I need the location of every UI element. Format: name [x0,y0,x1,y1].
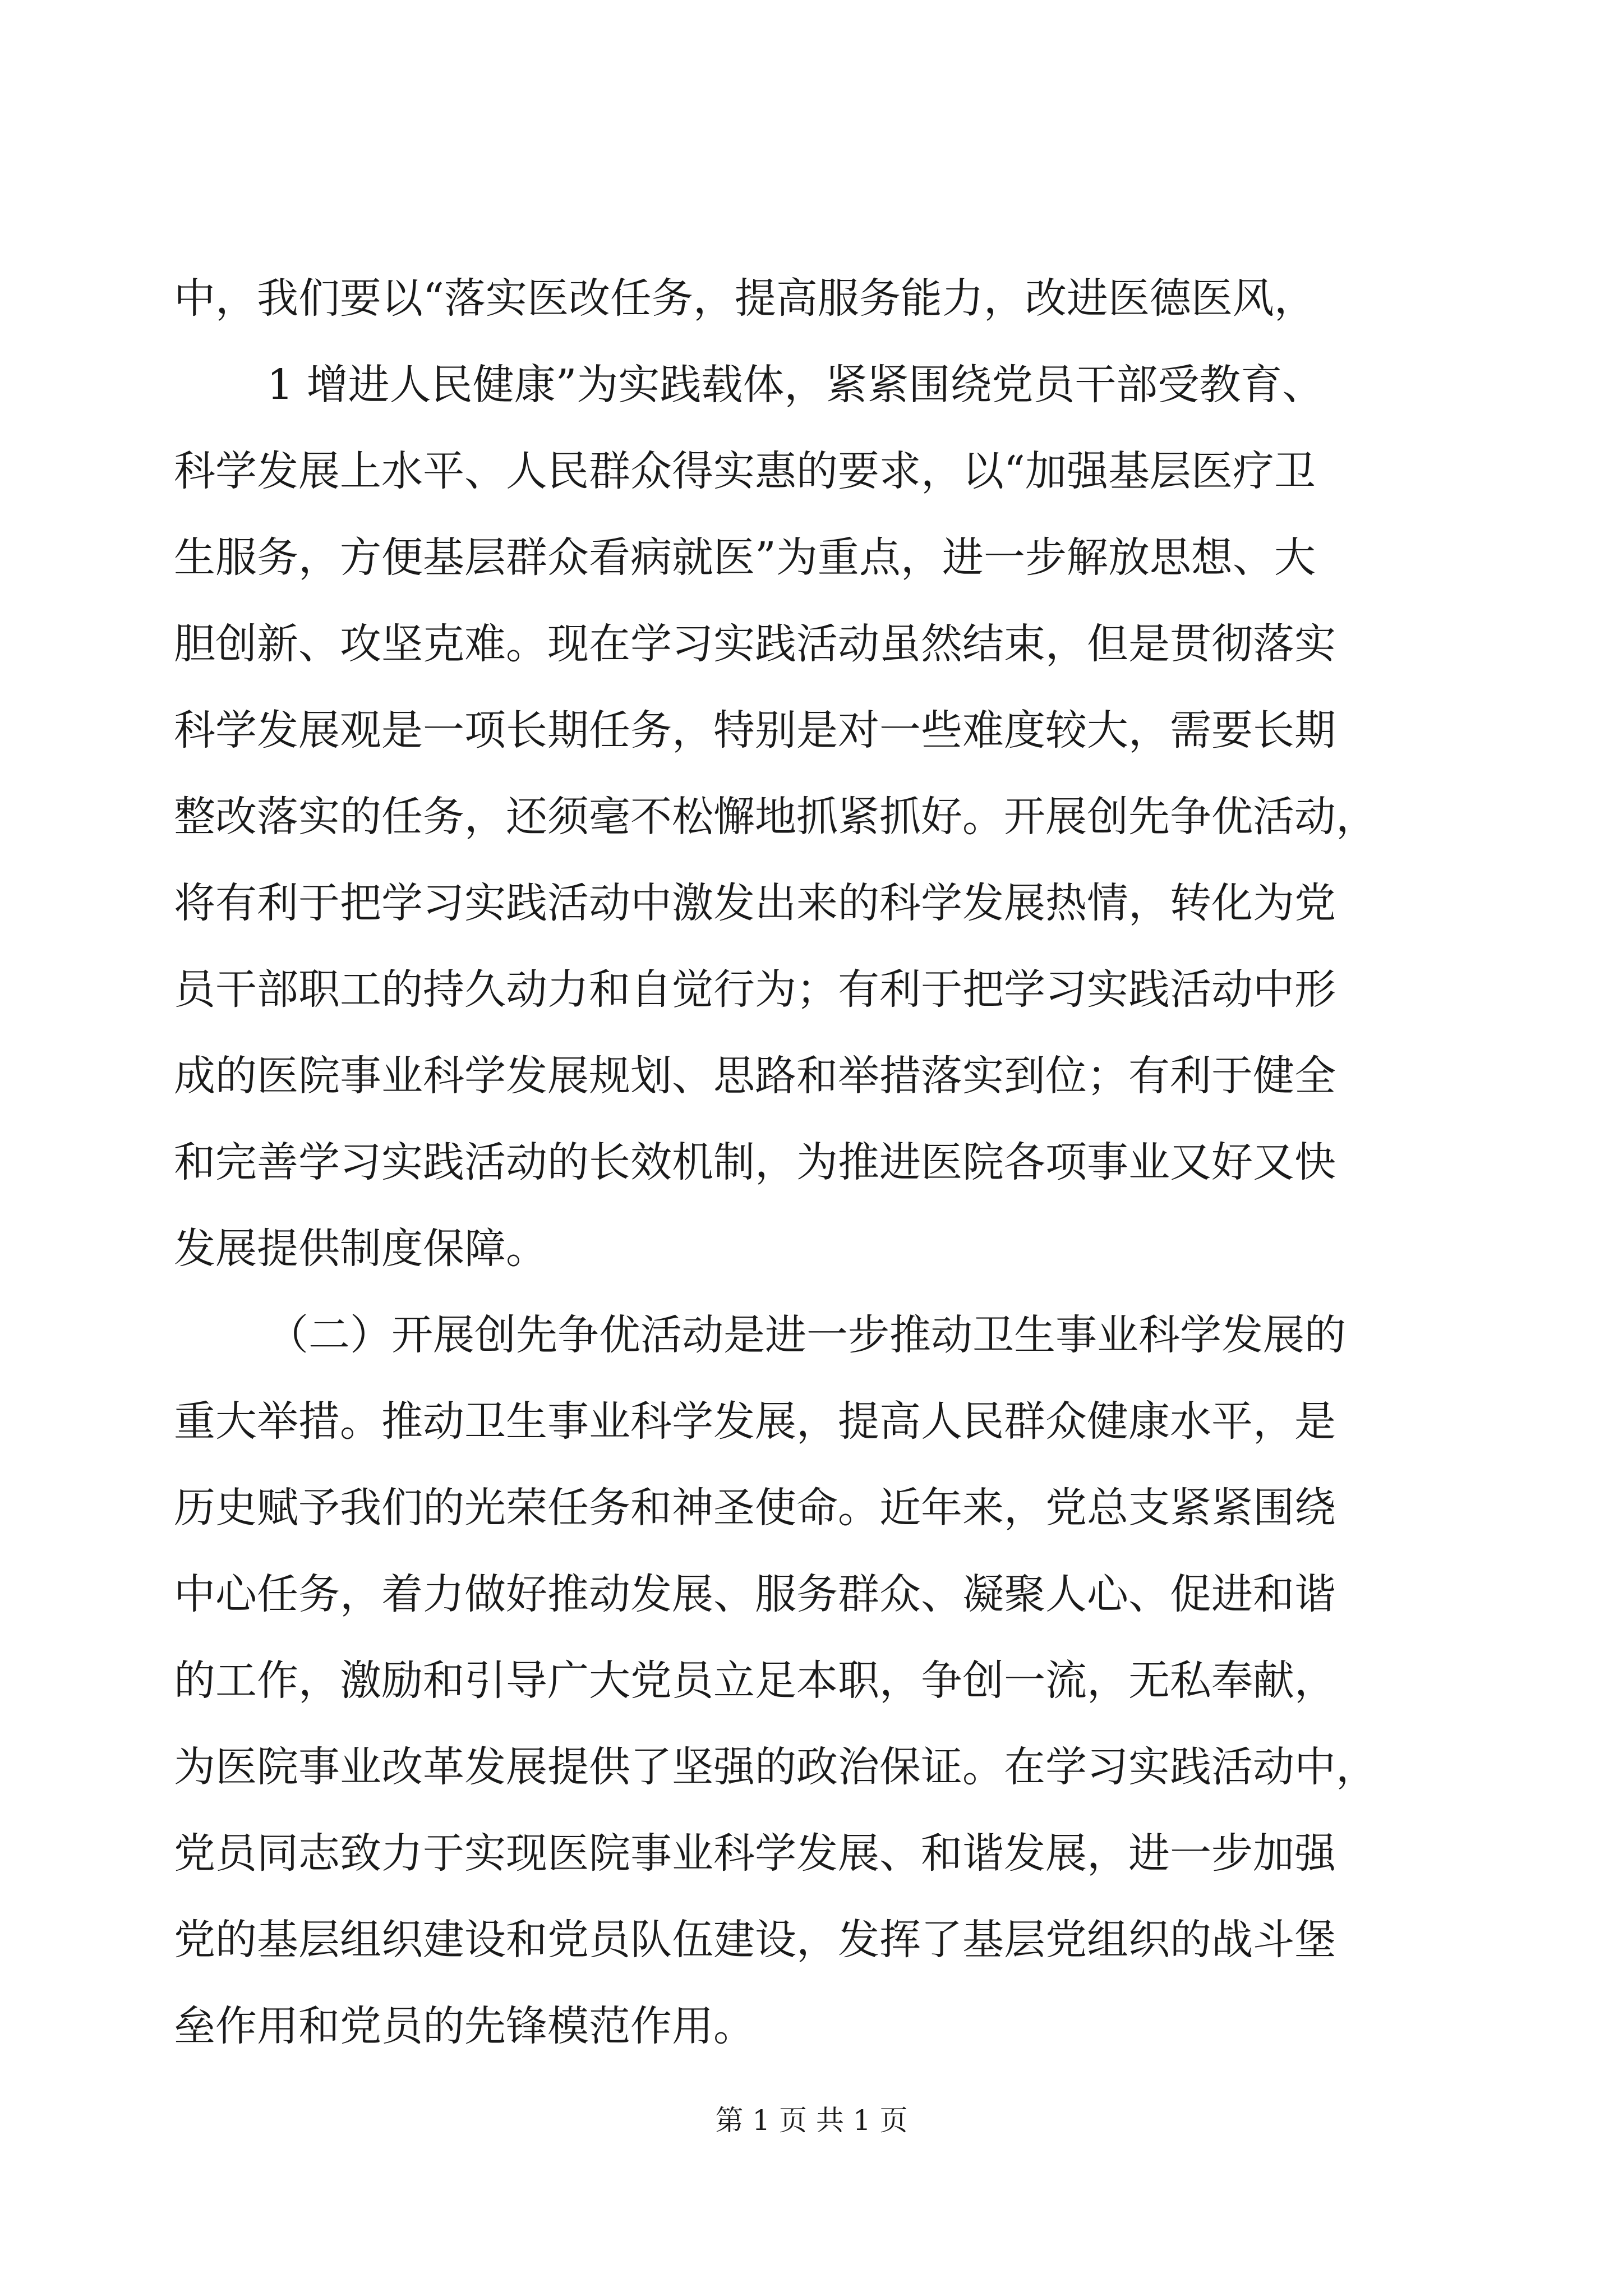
text-line: 和完善学习实践活动的长效机制，为推进医院各项事业又好又快 [174,1138,1336,1186]
document-body [174,255,1453,2069]
text-line: 科学发展上水平、人民群众得实惠的要求，以“加强基层医疗卫 [174,447,1316,495]
text-line: 为医院事业改革发展提供了坚强的政治保证。在学习实践活动中， [174,1743,1377,1791]
text-line: 党的基层组织建设和党员队伍建设，发挥了基层党组织的战斗堡 [174,1916,1336,1964]
text-line: 成的医院事业科学发展规划、思路和举措落实到位；有利于健全 [174,1052,1336,1100]
text-line: 发展提供制度保障。 [174,1225,547,1273]
text-line: （二）开展创先争优活动是进一步推动卫生事业科学发展的 [267,1311,1346,1359]
text-line: 垒作用和党员的先锋模范作用。 [174,2002,755,2050]
text-line: 生服务，方便基层群众看病就医”为重点，进一步解放思想、大 [174,533,1316,582]
text-line: 中心任务，着力做好推动发展、服务群众、凝聚人心、促进和谐 [174,1570,1336,1618]
text-line: 党员同志致力于实现医院事业科学发展、和谐发展，进一步加强 [174,1829,1336,1878]
text-line: 历史赋予我们的光荣任务和神圣使命。近年来，党总支紧紧围绕 [174,1484,1336,1532]
text-line: 科学发展观是一项长期任务，特别是对一些难度较大，需要长期 [174,706,1336,754]
page-number-footer: 第 1 页 共 1 页 [715,2104,908,2137]
text-line: 将有利于把学习实践活动中激发出来的科学发展热情，转化为党 [174,879,1336,927]
text-line: 中，我们要以“落实医改任务，提高服务能力，改进医德医风， [174,274,1316,323]
text-line: 的工作，激励和引导广大党员立足本职，争创一流，无私奉献， [174,1657,1336,1705]
text-line: 1 增进人民健康”为实践载体，紧紧围绕党员干部受教育、 [267,361,1324,409]
text-line: 重大举措。推动卫生事业科学发展，提高人民群众健康水平，是 [174,1397,1336,1446]
text-line: 胆创新、攻坚克难。现在学习实践活动虽然结束，但是贯彻落实 [174,620,1336,668]
text-line: 整改落实的任务，还须毫不松懈地抓紧抓好。开展创先争优活动， [174,793,1377,841]
text-line: 员干部职工的持久动力和自觉行为；有利于把学习实践活动中形 [174,965,1336,1014]
